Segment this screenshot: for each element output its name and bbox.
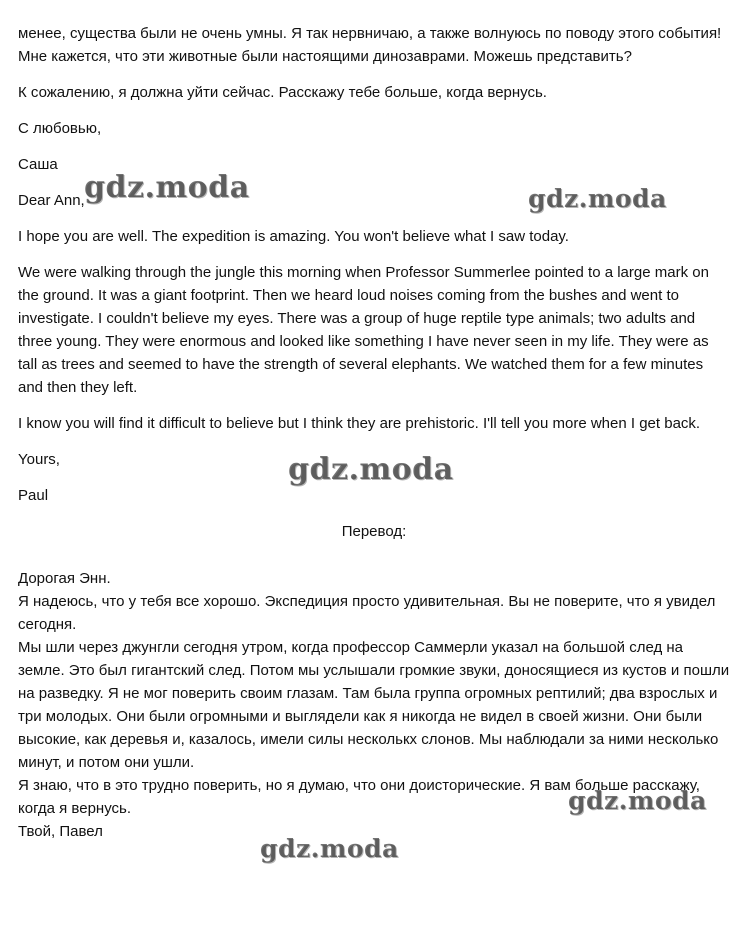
en-letter-paragraph-3: I know you will find it difficult to believe but I think they are prehistoric. I'll tell you more when I get back. [18,415,701,432]
en-letter-closing: Yours, [18,451,60,468]
ru-letter-continuation: менее, существа были не очень умны. Я так нервничаю, а также волнуюсь по поводу этого события! Мне кажется, что эти животные были настоящими динозаврами. Можешь представить? [18,25,722,65]
en-letter-signature: Paul [18,487,49,504]
ru-letter-leaving: К сожалению, я должна уйти сейчас. Расскажу тебе больше, когда вернусь. [18,84,547,101]
watermark-3: gdz.moda [288,452,454,487]
ru-letter-signature: Саша [18,156,58,173]
translation-line-2: Мы шли через джунгли сегодня утром, когда профессор Саммерли указал на большой след на земле. Это был гигантский след. Потом мы услышали громкие звуки, доносящиеся из кустов и пошли на разведку. Я не мог поверить своим глазам. Там была группа огромных рептилий; два взрослых и три молодых. Они были огромными и выглядели как я никогда не видел в своей жизни. Они были высокие, как деревья и, казалось, имели силы несколькх слонов. Мы наблюдали за ними несколько минут, и потом они ушли. [18,639,730,771]
translation-heading: Перевод: [341,523,407,540]
en-letter-greeting: Dear Ann, [18,192,85,209]
watermark-4: gdz.moda [568,786,707,815]
ru-letter-closing: С любовью, [18,120,102,137]
translation-closing: Твой, Павел [18,823,103,840]
translation-line-1: Я надеюсь, что у тебя все хорошо. Экспедиция просто удивительная. Вы не поверите, что я увидел сегодня. [18,593,716,633]
watermark-1: gdz.moda [84,170,250,205]
translation-line-3: Я знаю, что в это трудно поверить, но я думаю, что они доисторические. Я вам больше расскажу, когда я вернусь. [18,777,700,817]
en-letter-paragraph-1: I hope you are well. The expedition is amazing. You won't believe what I saw today. [18,228,569,245]
document-page [18,22,730,843]
watermark-2: gdz.moda [528,184,667,213]
translation-greeting: Дорогая Энн. [18,570,111,587]
watermark-5: gdz.moda [260,834,399,863]
en-letter-paragraph-2: We were walking through the jungle this morning when Professor Summerlee pointed to a large mark on the ground. It was a giant footprint. Then we heard loud noises coming from the bushes and went to investigate. I couldn't believe my eyes. There was a group of huge reptile type animals; two adults and three young. They were enormous and looked like something I have never seen in my life. They were as tall as trees and seemed to have the strength of several elephants. We watched them for a few minutes and then they left. [18,264,709,396]
